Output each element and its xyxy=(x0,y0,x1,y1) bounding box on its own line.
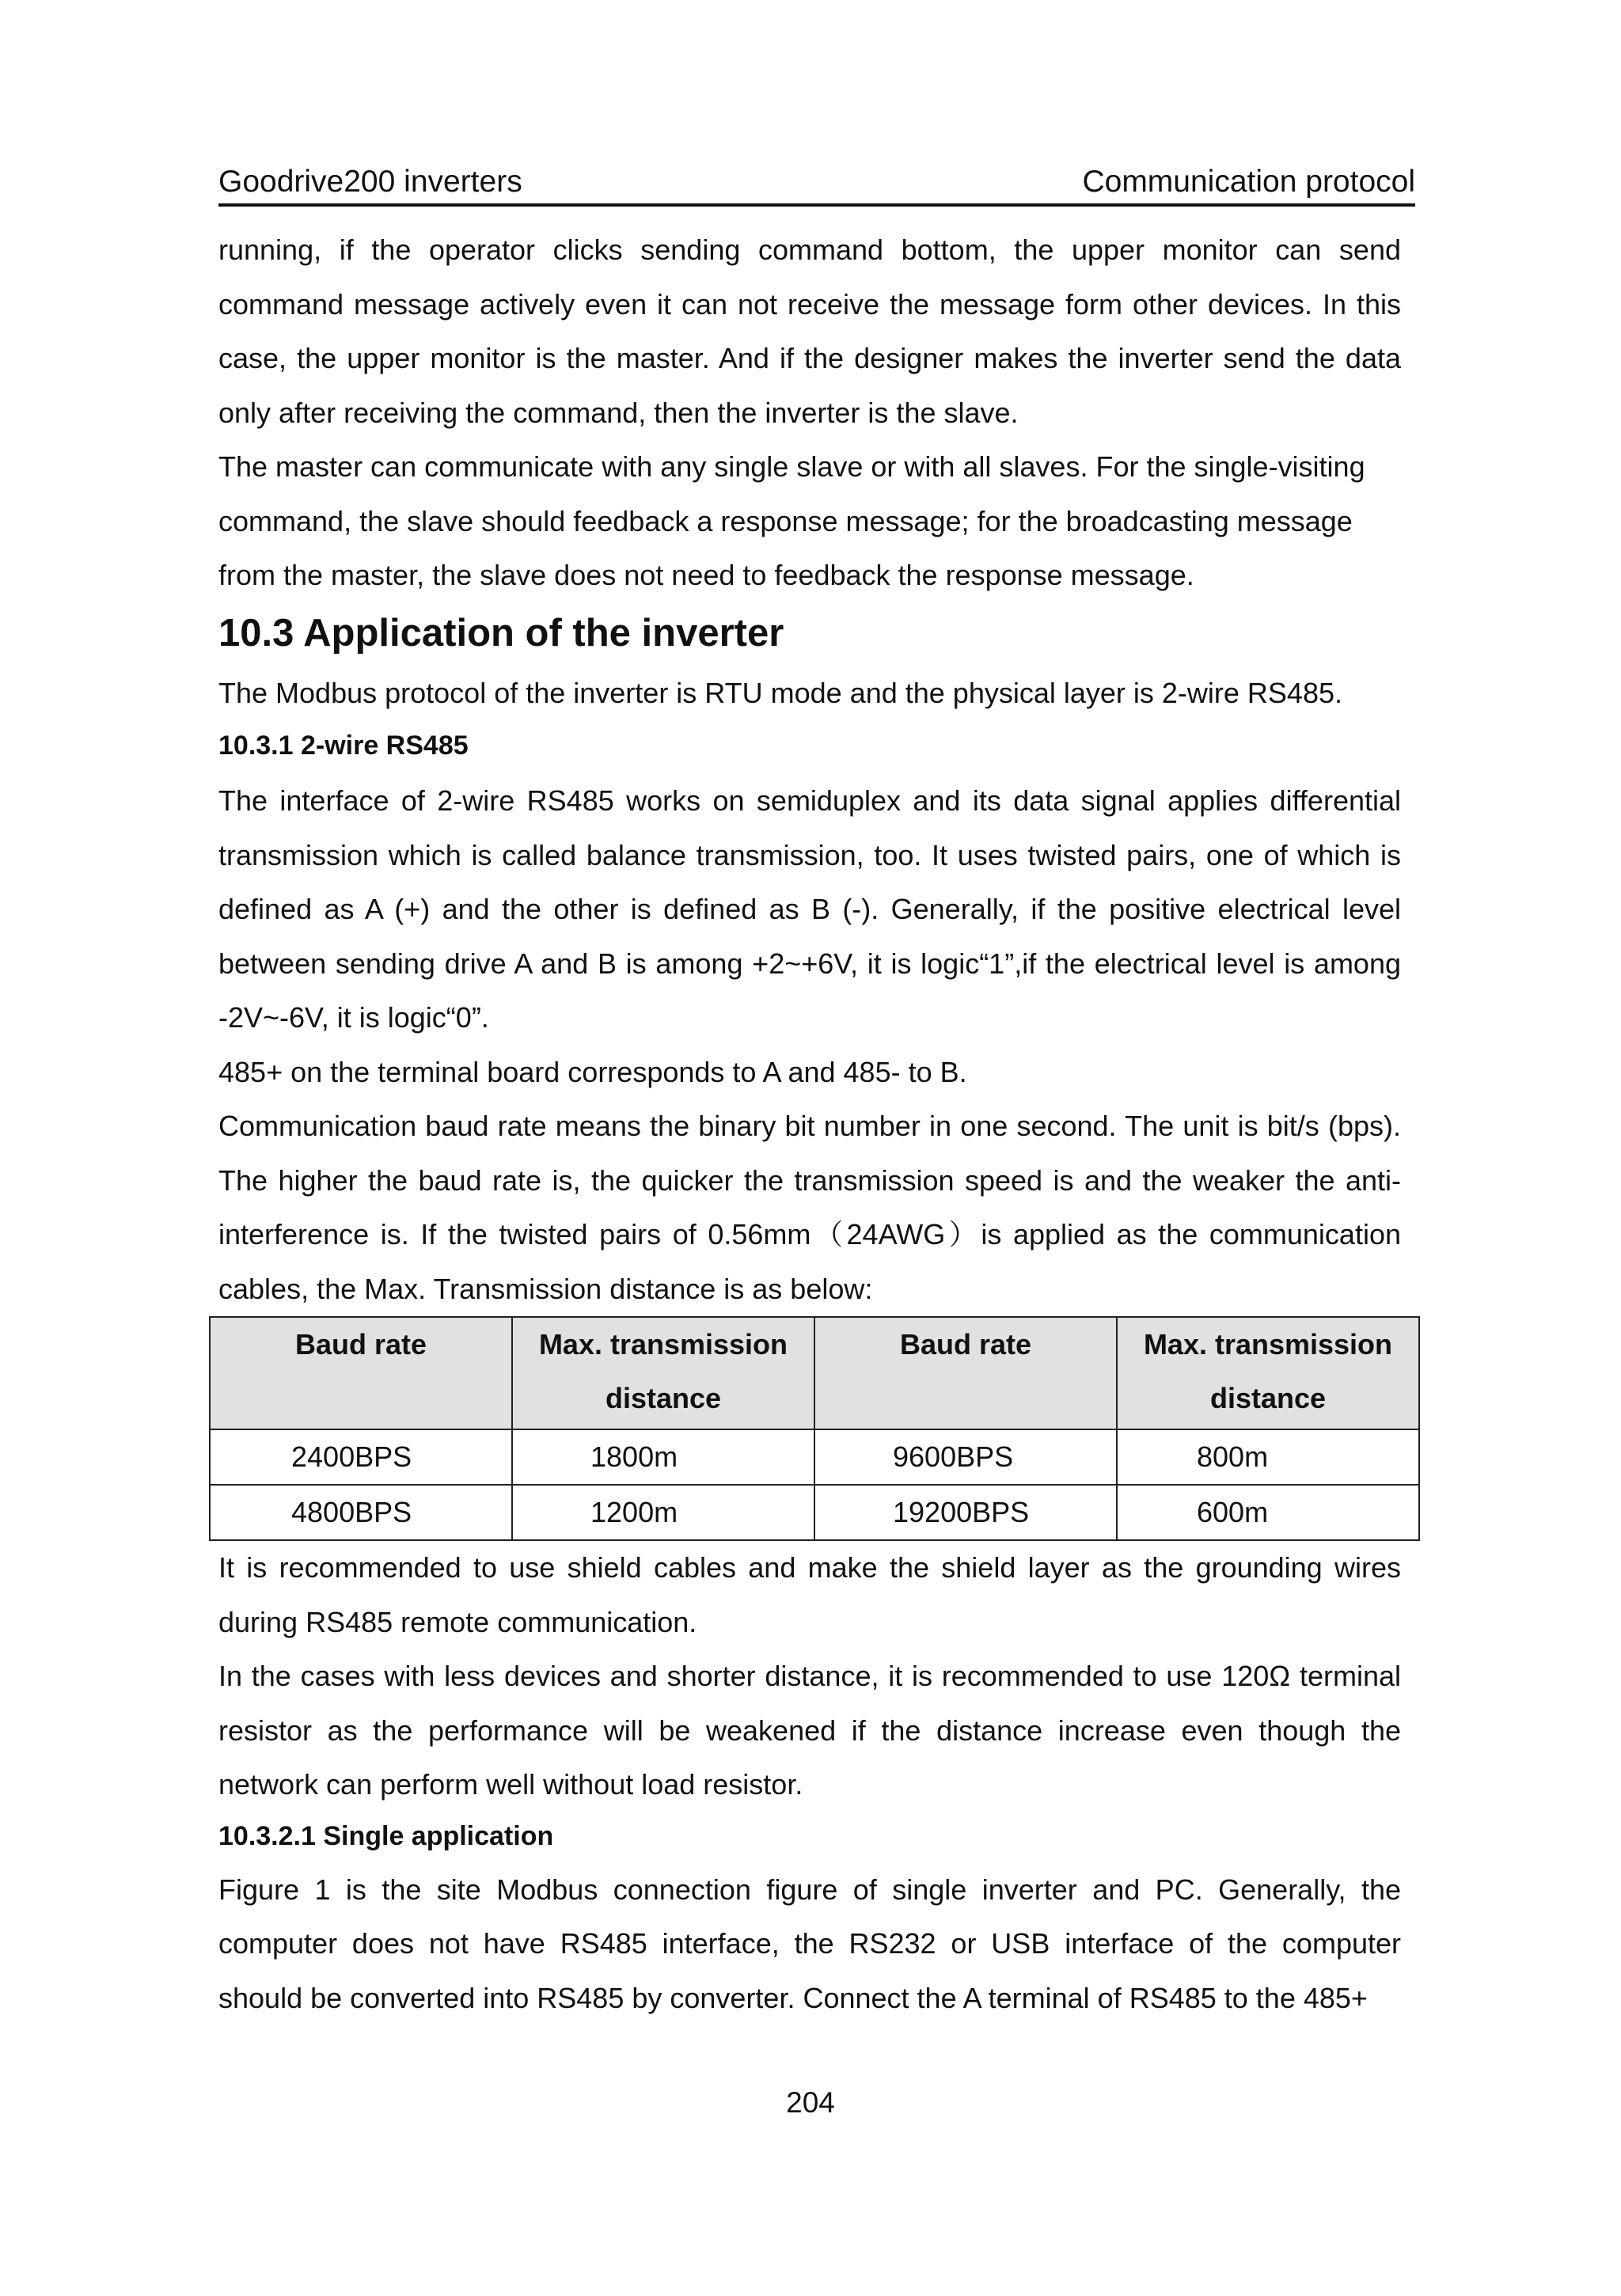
section-heading-10-3-1: 10.3.1 2-wire RS485 xyxy=(218,731,469,761)
header-product-title: Goodrive200 inverters xyxy=(218,165,522,199)
table-row xyxy=(210,1485,1419,1540)
paragraph-terminal-resistor: In the cases with less devices and shorter distance, it is recommended to use 120Ω terminal resistor as the performance will be weakened if the distance increase even though the network can perform well without load resistor. xyxy=(218,1660,1401,1801)
paragraph-baud-rate: Communication baud rate means the binary bit number in one second. The unit is bit/s (bps). The higher the baud rate is, the quicker the transmission speed is and the weaker the anti-interference is. If the twisted pairs of 0.56mm（24AWG）is applied as the communication cables, the Max. Transmission distance is as below: xyxy=(218,1110,1401,1305)
header-chapter-title: Communication protocol xyxy=(1082,165,1415,199)
paragraph-single-application: Figure 1 is the site Modbus connection figure of single inverter and PC. Generally, the computer does not have RS485 interface, the RS232 or USB interface of the computer should be converted into RS485 by converter. Connect the A terminal of RS485 to the 485+ xyxy=(218,1873,1401,2014)
table-cell: 2400BPS xyxy=(210,1429,512,1485)
table-cell: 1800m xyxy=(512,1429,814,1485)
page-content xyxy=(218,223,1401,2025)
paragraph-master-communication: The master can communicate with any single slave or with all slaves. For the single-visiting command, the slave should feedback a response message; for the broadcasting message from the master, the slave does not need to feedback the response message. xyxy=(218,450,1365,591)
table-cell: 19200BPS xyxy=(814,1485,1117,1540)
paragraph-master-slave-intro: running, if the operator clicks sending command bottom, the upper monitor can send command message actively even it can not receive the message form other devices. In this case, the upper monitor is the master. And if the designer makes the inverter send the data only after receiving the command, then the inverter is the slave. xyxy=(218,233,1401,429)
section-heading-10-3: 10.3 Application of the inverter xyxy=(218,611,784,655)
table-cell: 600m xyxy=(1117,1485,1419,1540)
table-cell: 4800BPS xyxy=(210,1485,512,1540)
paragraph-terminal-board: 485+ on the terminal board corresponds to A and 485- to B. xyxy=(218,1055,967,1088)
table-header-cell: Max. transmission distance xyxy=(1117,1317,1419,1429)
table-cell: 9600BPS xyxy=(814,1429,1117,1485)
table-header-row xyxy=(210,1317,1419,1429)
table-header-cell: Max. transmission distance xyxy=(512,1317,814,1429)
paragraph-modbus-rtu: The Modbus protocol of the inverter is RTU mode and the physical layer is 2-wire RS485. xyxy=(218,676,1342,709)
table-header-cell: Baud rate xyxy=(210,1317,512,1429)
page-number: 204 xyxy=(786,2086,835,2119)
table-cell: 800m xyxy=(1117,1429,1419,1485)
table-cell: 1200m xyxy=(512,1485,814,1540)
table-header-cell: Baud rate xyxy=(814,1317,1117,1429)
page-header xyxy=(218,162,1415,207)
table-row xyxy=(210,1429,1419,1485)
baud-rate-distance-table xyxy=(209,1316,1420,1541)
section-heading-10-3-2-1: 10.3.2.1 Single application xyxy=(218,1820,554,1851)
paragraph-rs485-interface: The interface of 2-wire RS485 works on semiduplex and its data signal applies differential transmission which is called balance transmission, too. It uses twisted pairs, one of which is defined as A (+) and the other is defined as B (-). Generally, if the positive electrical level between sending drive A and B is among +2~+6V, it is logic“1”,if the electrical level is among -2V~-6V, it is logic“0”. xyxy=(218,784,1401,1034)
paragraph-shield-cables: It is recommended to use shield cables and make the shield layer as the grounding wires during RS485 remote communication. xyxy=(218,1551,1401,1638)
